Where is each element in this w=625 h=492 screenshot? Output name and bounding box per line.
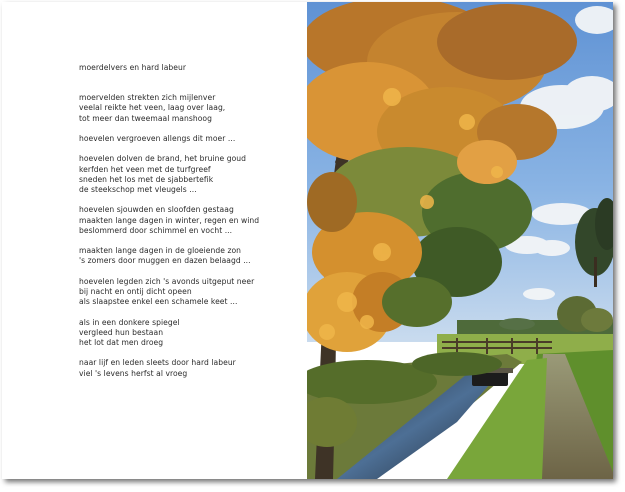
poem-line: beslommerd door schimmel en vocht ...: [79, 225, 233, 235]
poem-line: kerfden het veen met de turfgreef: [79, 164, 211, 174]
poem-line: het lot dat men droeg: [79, 337, 164, 347]
stanza: [79, 358, 279, 378]
landscape-photo: [307, 2, 613, 479]
poem-line: 's zomers door muggen en dazen belaagd ...: [79, 256, 251, 266]
poem-line: vergleed hun bestaan: [79, 327, 164, 337]
poem-line: maakten lange dagen in de gloeiende zon: [79, 246, 242, 256]
poem-line: als slaapstee enkel een schamele keet ...: [79, 297, 238, 307]
poem-line: maakten lange dagen in winter, regen en wind: [79, 215, 260, 225]
poem-title: moerdelvers en hard labeur: [79, 63, 187, 72]
poem-line: moervelden strekten zich mijlenver: [79, 93, 216, 103]
poem-line: hoevelen legden zich 's avonds uitgeput neer: [79, 276, 255, 286]
stanza: [79, 93, 279, 124]
poem-line: tot meer dan tweemaal manshoog: [79, 113, 212, 123]
poem-line: hoevelen dolven de brand, het bruine goud: [79, 154, 247, 164]
stanza: [79, 277, 279, 308]
poem: [79, 63, 279, 389]
poem-line: bij nacht en ontij dicht opeen: [79, 286, 192, 296]
poem-line: veelal reikte het veen, laag over laag,: [79, 103, 226, 113]
poem-line: hoevelen vergroeven allengs dit moer ...: [79, 134, 236, 143]
poem-line: de steekschop met vleugels ...: [79, 185, 197, 194]
left-page: [2, 2, 307, 479]
stanza: [79, 205, 279, 236]
book-spread: [2, 2, 613, 479]
right-page: [307, 2, 613, 479]
poem-line: sneden het los met de sjabbertefik: [79, 174, 214, 184]
poem-line: naar lijf en leden sleets door hard labeur: [79, 358, 236, 368]
stanza: [79, 246, 279, 266]
stanza: [79, 318, 279, 349]
stanza: [79, 134, 279, 144]
poem-line: als in een donkere spiegel: [79, 317, 180, 327]
poem-line: hoevelen sjouwden en sloofden gestaag: [79, 205, 234, 215]
poem-line: viel 's levens herfst al vroeg: [79, 368, 188, 378]
stanza: [79, 154, 279, 195]
